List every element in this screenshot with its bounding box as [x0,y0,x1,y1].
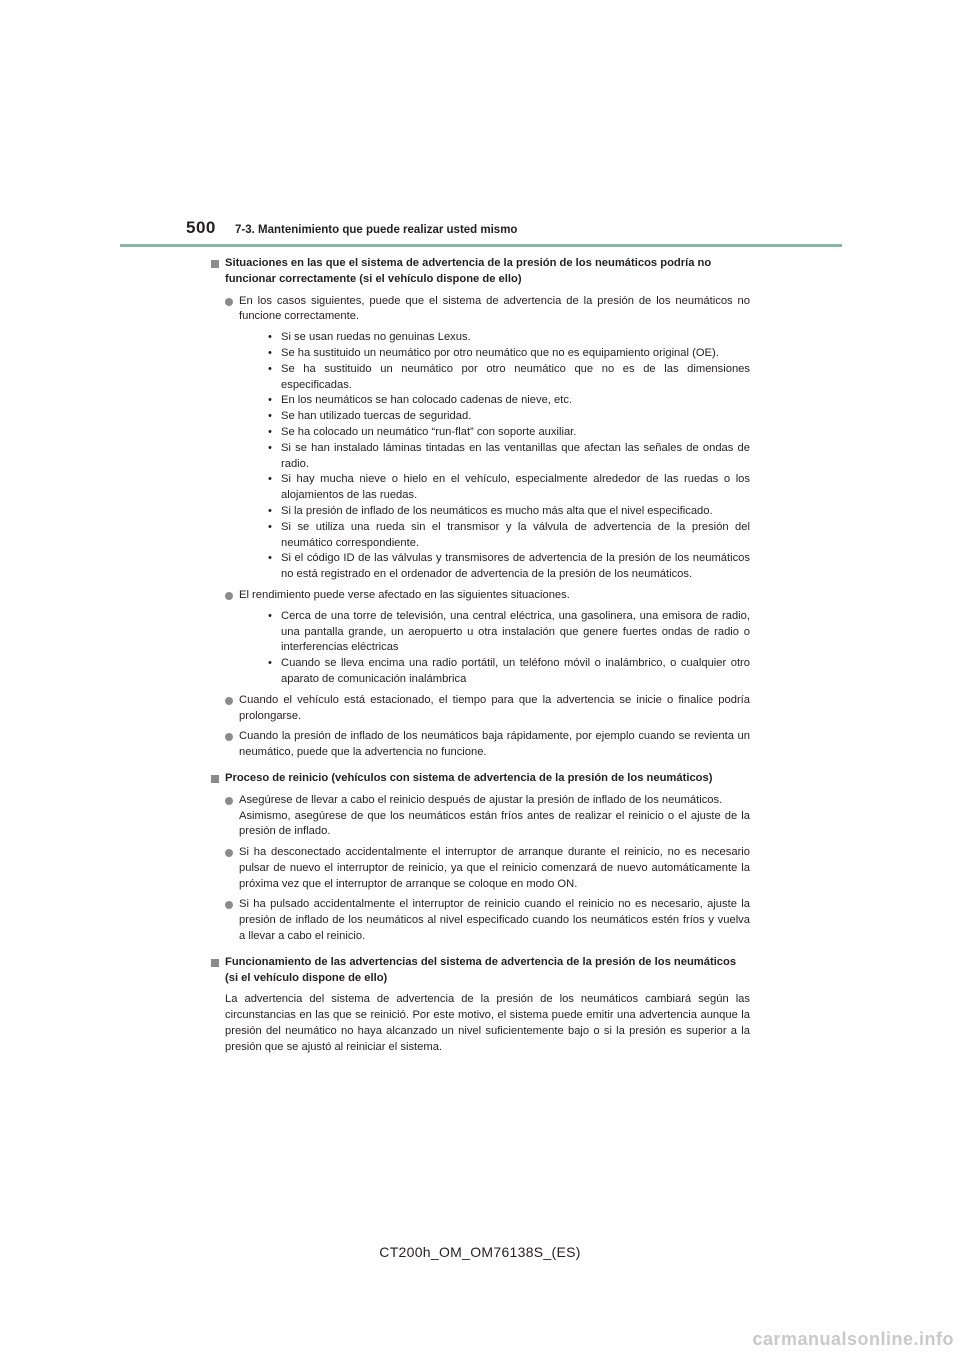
section-heading [210,955,750,987]
sub-bullet-item [239,362,750,394]
sub-bullet-text: Se ha colocado un neumático “run-flat” con soporte auxiliar. [281,425,577,438]
bullet-dot-icon: • [268,331,272,344]
bullet-dot-icon: • [268,609,272,622]
list-item [210,729,750,761]
bullet-dot-icon: • [268,441,272,454]
bullet-dot-icon: • [268,346,272,359]
page-number: 500 [186,218,216,237]
sub-bullet-list [239,330,750,583]
section-heading-text: Funcionamiento de las advertencias del sistema de advertencia de la presión de los neumáticos (si el vehículo dispone de ello) [225,955,737,984]
page-content [210,256,750,1056]
bullet-dot-icon: • [268,504,272,517]
sub-bullet-text: Si el código ID de las válvulas y transmisores de advertencia de la presión de los neumáticos no está registrado en el ordenador de advertencia de la presión de los neumáticos. [281,552,750,581]
bullet-dot-icon: • [268,520,272,533]
list-item-text: Si ha pulsado accidentalmente el interruptor de reinicio cuando el reinicio no es necesario, ajuste la presión de inflado de los neumáticos al nivel especificado cuando los neumáticos estén fríos y vuelva a llevar a cabo el reinicio. [239,898,750,943]
sub-bullet-list [239,609,750,688]
sub-bullet-item [239,504,750,520]
sub-bullet-item [239,551,750,583]
round-bullet-icon [225,849,233,857]
list-item-text: Cuando la presión de inflado de los neumáticos baja rápidamente, por ejemplo cuando se revienta un neumático, puede que la advertencia no funcione. [239,730,750,759]
round-bullet-icon [225,592,233,600]
list-item-text: El rendimiento puede verse afectado en las siguientes situaciones. [239,588,570,601]
list-item [210,793,750,840]
document-code: CT200h_OM_OM76138S_(ES) [379,1244,581,1260]
bullet-dot-icon: • [268,410,272,423]
watermark: carmanualsonline.info [752,1329,954,1349]
sub-bullet-item [239,409,750,425]
round-bullet-icon [225,298,233,306]
sub-bullet-item [239,472,750,504]
square-bullet-icon [211,775,219,783]
sub-bullet-item [239,441,750,473]
sub-bullet-text: Si se utiliza una rueda sin el transmisor y la válvula de advertencia de la presión del neumático correspondiente. [281,520,750,549]
list-item-text-continued: Asimismo, asegúrese de que los neumáticos están fríos antes de realizar el reinicio o el ajuste de la presión de inflado. [239,809,750,838]
sub-bullet-text: Cerca de una torre de televisión, una central eléctrica, una gasolinera, una emisora de radio, una pantalla grande, un aeropuerto u otra instalación que genere fuertes ondas de radio o interferencias eléctricas [281,609,750,654]
sub-bullet-text: Si se han instalado láminas tintadas en las ventanillas que afectan las señales de ondas de radio. [281,441,750,470]
sub-bullet-item [239,425,750,441]
bullet-dot-icon: • [268,394,272,407]
sub-bullet-item [239,393,750,409]
sub-bullet-text: En los neumáticos se han colocado cadenas de nieve, etc. [281,394,573,407]
list-item-text: En los casos siguientes, puede que el sistema de advertencia de la presión de los neumáticos no funcione correctamente. [239,294,750,323]
list-item [210,294,750,583]
round-bullet-icon [225,797,233,805]
round-bullet-icon [225,697,233,705]
bullet-dot-icon: • [268,473,272,486]
sub-bullet-text: Se ha sustituido un neumático por otro neumático que no es equipamiento original (OE). [281,346,719,359]
sub-bullet-text: Si hay mucha nieve o hielo en el vehículo, especialmente alrededor de las ruedas o los alojamientos de las ruedas. [281,473,750,502]
list-item-text: Cuando el vehículo está estacionado, el tiempo para que la advertencia se inicie o finalice podría prolongarse. [239,693,750,722]
square-bullet-icon [211,260,219,268]
bullet-dot-icon: • [268,425,272,438]
sub-bullet-item [239,609,750,656]
body-paragraph: La advertencia del sistema de advertencia de la presión de los neumáticos cambiará según las circunstancias en las que se reinició. Por este motivo, el sistema puede emitir una advertencia aunque la presión del neumático no haya alcanzado un nivel suficientemente bajo o si la presión es superior a la presión que se ajustó al reiniciar el sistema. [225,993,750,1053]
sub-bullet-item [239,330,750,346]
list-item [210,897,750,944]
list-item-text: Asegúrese de llevar a cabo el reinicio después de ajustar la presión de inflado de los neumáticos. [239,793,723,806]
section-heading-text: Situaciones en las que el sistema de advertencia de la presión de los neumáticos podría no funcionar correctamente (si el vehículo dispone de ello) [225,257,712,285]
sub-bullet-text: Si se usan ruedas no genuinas Lexus. [281,331,471,344]
sub-bullet-text: Se han utilizado tuercas de seguridad. [281,410,472,423]
section-heading [210,256,750,288]
bullet-dot-icon: • [268,657,272,670]
sub-bullet-text: Cuando se lleva encima una radio portátil, un teléfono móvil o inalámbrico, o cualquier otro aparato de comunicación inalámbrica [281,657,750,685]
list-item [210,845,750,892]
sub-bullet-item [239,520,750,552]
header-rule [120,244,842,247]
list-item-text: Si ha desconectado accidentalmente el interruptor de arranque durante el reinicio, no es necesario pulsar de nuevo el interruptor de reinicio, ya que el reinicio comenzará de nuevo automáticamente la próxima vez que el interruptor de arranque se coloque en modo ON. [239,846,750,890]
round-bullet-icon [225,733,233,741]
section-heading-text: Proceso de reinicio (vehículos con sistema de advertencia de la presión de los neumáticos) [225,771,713,784]
sub-bullet-text: Se ha sustituido un neumático por otro neumático que no es de las dimensiones especificadas. [281,362,750,391]
sub-bullet-item [239,656,750,688]
sub-bullet-text: Si la presión de inflado de los neumáticos es mucho más alta que el nivel especificado. [281,504,713,517]
bullet-dot-icon: • [268,362,272,375]
square-bullet-icon [211,959,219,967]
list-item [210,693,750,725]
section-heading [210,771,750,787]
section-title: 7-3. Mantenimiento que puede realizar usted mismo [235,224,518,236]
sub-bullet-item [239,346,750,362]
bullet-dot-icon: • [268,552,272,565]
round-bullet-icon [225,901,233,909]
list-item [210,588,750,688]
